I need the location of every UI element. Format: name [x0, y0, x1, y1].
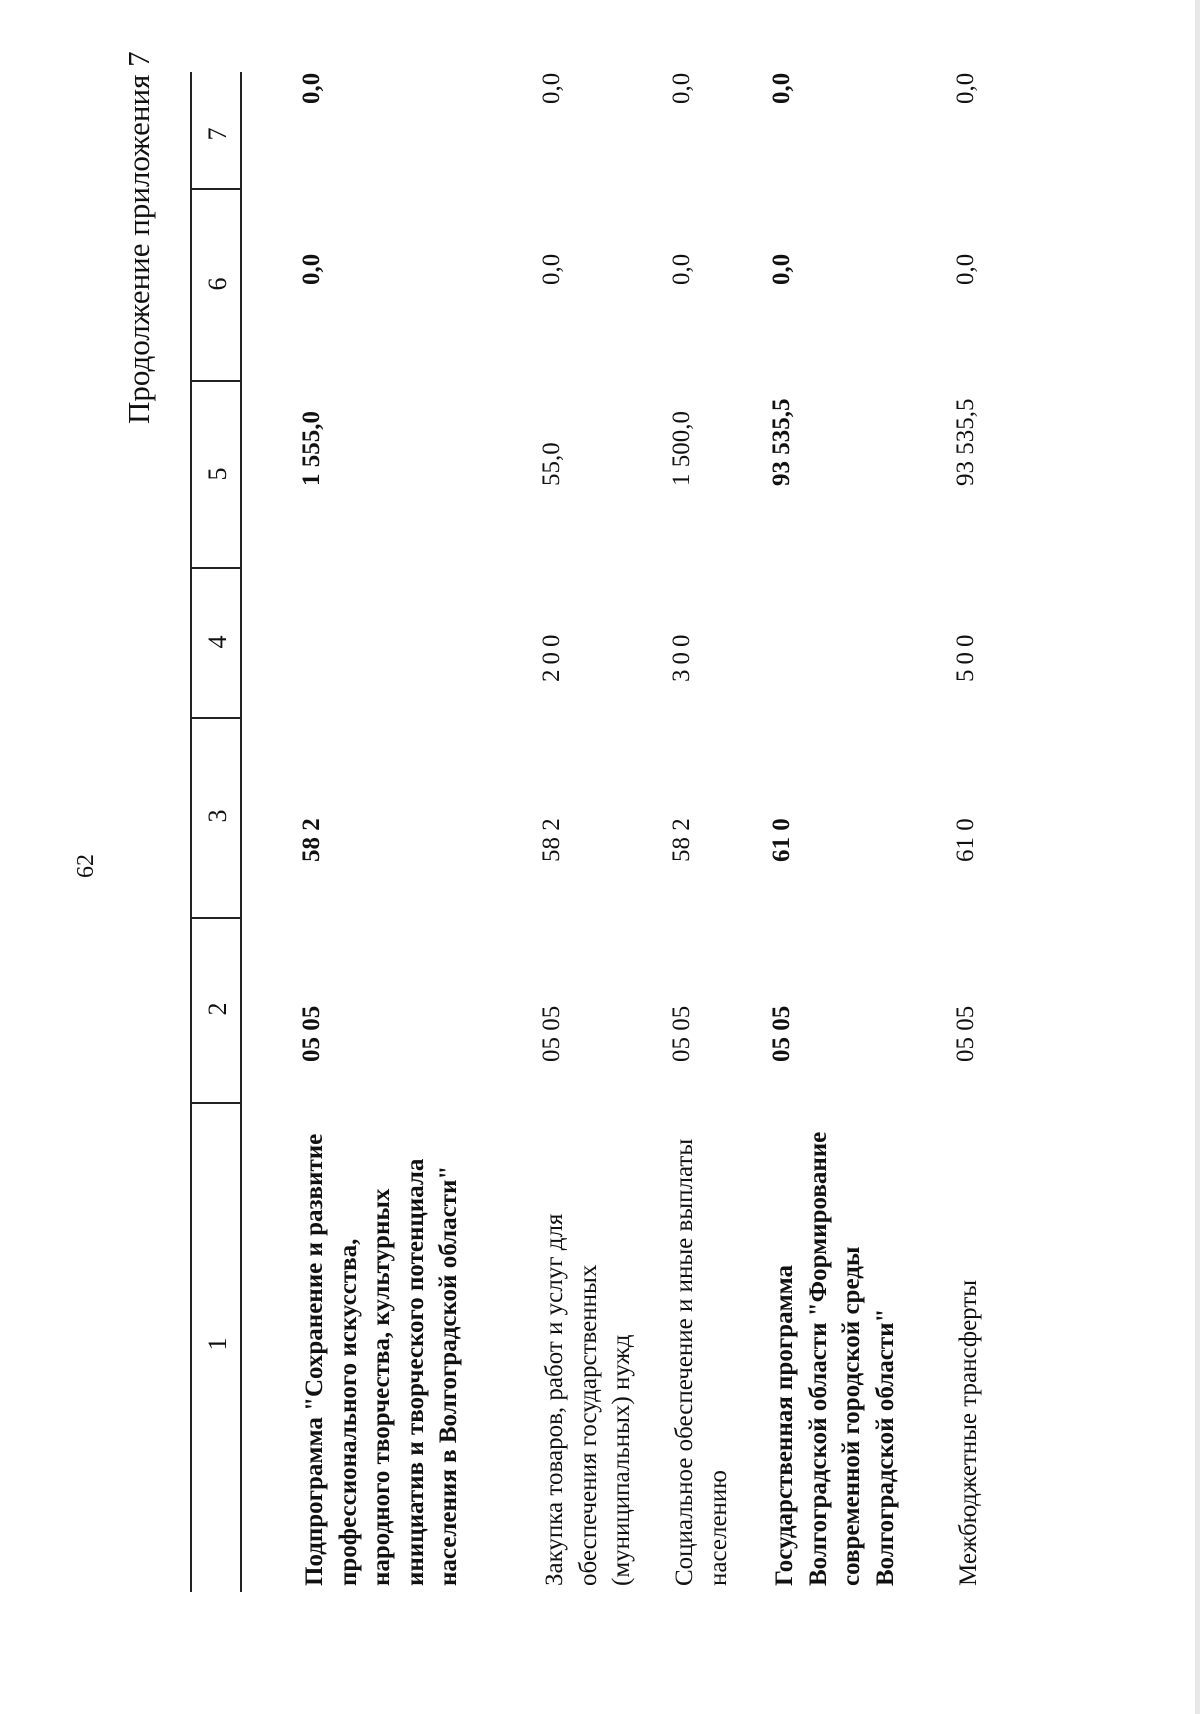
header-col-5: 5 — [203, 467, 232, 481]
cell-col-3: 58 2 — [668, 818, 695, 862]
header-divider-3-4 — [190, 717, 240, 719]
cell-col-2: 05 05 — [298, 1005, 325, 1062]
cell-col-2: 05 05 — [768, 1005, 795, 1062]
header-col-1: 1 — [203, 1337, 232, 1351]
cell-col-5: 55,0 — [538, 442, 565, 486]
header-divider-5-6 — [190, 380, 240, 382]
cell-col-3: 58 2 — [538, 818, 565, 862]
cell-col-3: 58 2 — [298, 818, 325, 862]
cell-col-7: 0,0 — [768, 72, 795, 104]
row-name: Государственная программа Волгоградской области "Формирование современной городской среды Волгоградской области" — [771, 1131, 899, 1586]
row-name: Подпрограмма "Сохранение и развитие профессионального искусства, народного творчества, культурных инициатив и творческого потенциала населения в Волгоградской области" — [301, 1133, 462, 1586]
cell-col-3: 61 0 — [768, 818, 795, 862]
cell-col-6: 0,0 — [768, 253, 795, 285]
cell-col-5: 93 535,5 — [952, 398, 979, 486]
cell-col-5: 1 500,0 — [668, 411, 695, 486]
appendix-caption: Продолжение приложения 7 — [121, 51, 156, 424]
cell-col-4: 200 — [538, 629, 565, 682]
header-divider-4-5 — [190, 567, 240, 569]
row-name: Закупка товаров, работ и услуг для обеспечения государственных (муниципальных) нужд — [541, 1213, 635, 1586]
cell-col-2: 05 05 — [538, 1005, 565, 1062]
cell-col-3: 61 0 — [952, 818, 979, 862]
cell-col-6: 0,0 — [538, 253, 565, 285]
header-divider-2-3 — [190, 917, 240, 919]
header-col-4: 4 — [203, 635, 232, 649]
cell-col-6: 0,0 — [952, 253, 979, 285]
cell-col-7: 0,0 — [952, 72, 979, 104]
header-col-6: 6 — [203, 277, 232, 291]
header-col-7: 7 — [203, 127, 232, 141]
cell-col-7: 0,0 — [668, 72, 695, 104]
row-name: Межбюджетные трансферты — [955, 1279, 982, 1586]
header-col-3: 3 — [203, 809, 232, 823]
cell-col-7: 0,0 — [298, 72, 325, 104]
cell-col-5: 93 535,5 — [768, 398, 795, 486]
row-name: Социальное обеспечение и иные выплаты населению — [671, 1138, 732, 1586]
cell-col-7: 0,0 — [538, 72, 565, 104]
header-col-2: 2 — [203, 1002, 232, 1016]
cell-col-4: 500 — [952, 629, 979, 682]
cell-col-2: 05 05 — [952, 1005, 979, 1062]
cell-col-6: 0,0 — [298, 253, 325, 285]
header-divider-6-7 — [190, 188, 240, 190]
cell-col-2: 05 05 — [668, 1005, 695, 1062]
cell-col-5: 1 555,0 — [298, 411, 325, 486]
cell-col-4: 300 — [668, 629, 695, 682]
table-header-bottom-border — [240, 72, 242, 1592]
table-top-border — [190, 72, 192, 1592]
header-divider-1-2 — [190, 1102, 240, 1104]
page-number: 62 — [73, 854, 99, 878]
cell-col-6: 0,0 — [668, 253, 695, 285]
